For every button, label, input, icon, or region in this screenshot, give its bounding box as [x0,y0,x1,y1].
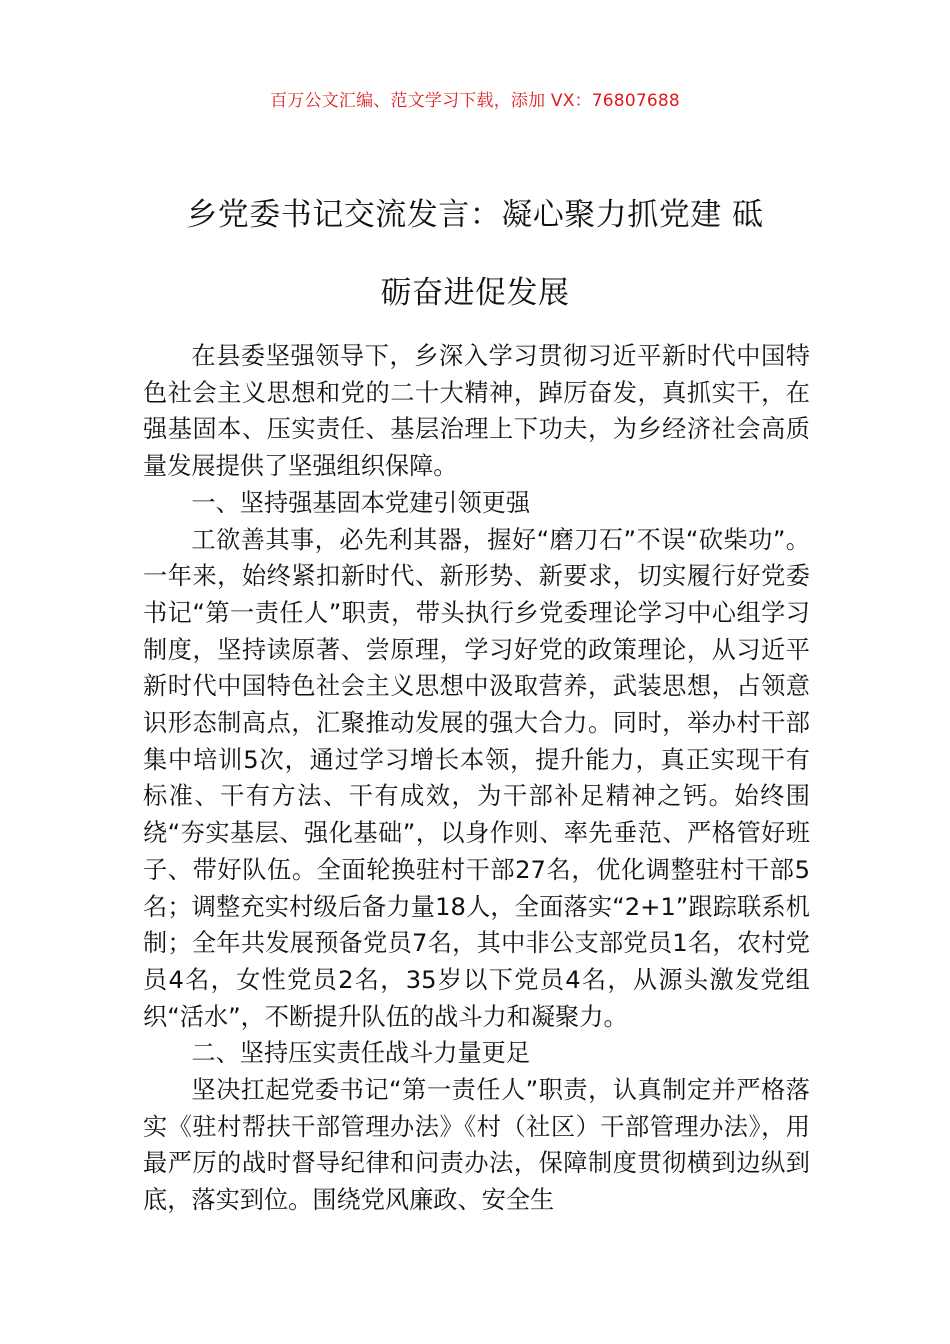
section-heading-1: 一、坚持强基固本党建引领更强 [191,488,531,517]
title-line-1: 乡党委书记交流发言：凝心聚力抓党建 砥 [186,197,764,233]
section-heading-2: 二、坚持压实责任战斗力量更足 [191,1039,531,1068]
header-watermark-note: 百万公文汇编、范文学习下载，添加 VX：76807688 [270,91,680,111]
document-title [130,176,820,332]
title-line-2: 砺奋进促发展 [380,275,570,311]
document-body [143,338,810,1219]
paragraph-section-2: 坚决扛起党委书记“第一责任人”职责，认真制定并严格落实《驻村帮扶干部管理办法》《村（社区）干部管理办法》，用最严厉的战时督导纪律和问责办法，保障制度贯彻横到边纵到底，落实到位。围绕党风廉政、安全生 [143,1076,810,1215]
paragraph-intro: 在县委坚强领导下，乡深入学习贯彻习近平新时代中国特色社会主义思想和党的二十大精神，踔厉奋发，真抓实干，在强基固本、压实责任、基层治理上下功夫，为乡经济社会高质量发展提供了坚强组织保障。 [143,342,810,481]
paragraph-section-1: 工欲善其事，必先利其器，握好“磨刀石”不误“砍柴功”。一年来，始终紧扣新时代、新形势、新要求，切实履行好党委书记“第一责任人”职责，带头执行乡党委理论学习中心组学习制度，坚持读原著、尝原理，学习好党的政策理论，从习近平新时代中国特色社会主义思想中汲取营养，武装思想，占领意识形态制高点，汇聚推动发展的强大合力。同时，举办村干部集中培训5次，通过学习增长本领，提升能力，真正实现干有标准、干有方法、干有成效，为干部补足精神之钙。始终围绕“夯实基层、强化基础”，以身作则、率先垂范、严格管好班子、带好队伍。全面轮换驻村干部27名，优化调整驻村干部5名；调整充实村级后备力量18人，全面落实“2+1”跟踪联系机制；全年共发展预备党员7名，其中非公支部党员1名，农村党员4名，女性党员2名，35岁以下党员4名，从源头激发党组织“活水”，不断提升队伍的战斗力和凝聚力。 [143,525,810,1031]
